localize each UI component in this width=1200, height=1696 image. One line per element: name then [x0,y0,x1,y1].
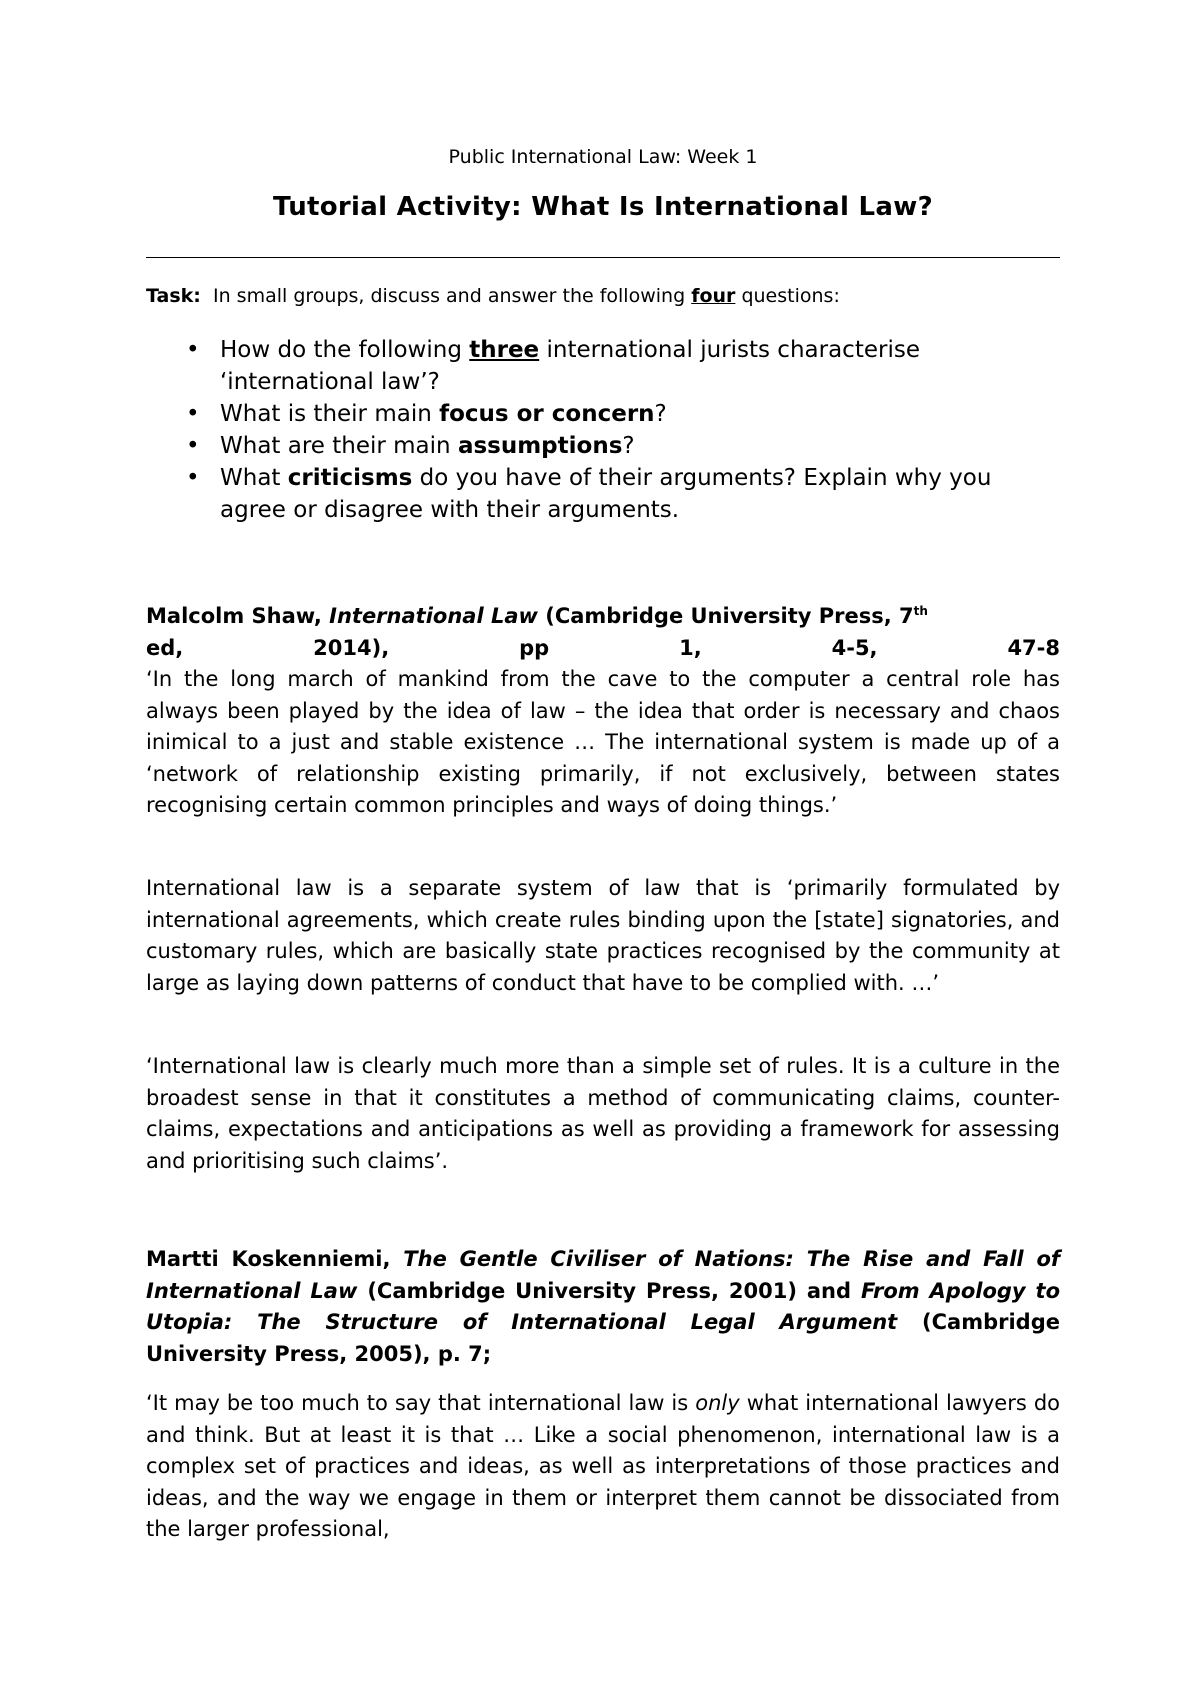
question-list [146,334,1060,526]
bullet-icon: • [186,433,200,459]
task-text-after: questions: [741,285,840,307]
list-item: • What are their main assumptions? [146,430,1060,462]
list-item: • What is their main focus or concern? [146,398,1060,430]
list-item: • What criticisms do you have of their arguments? Explain why you agree or disagree with their arguments. [146,462,1060,526]
list-item: • How do the following three international jurists characterise ‘international law’? [146,334,1060,398]
shaw-quote-3: ‘International law is clearly much more than a simple set of rules. It is a culture in the broadest sense in that it constitutes a method of communicating claims, counter-claims, expectations and anticipations as well as providing a framework for assessing and prioritising such claims’. [146,1054,1060,1173]
shaw-quote-1: ‘In the long march of mankind from the cave to the computer a central role has always been played by the idea of law – the idea that order is necessary and chaos inimical to a just and stable existence … The international system is made up of a ‘network of relationship existing primarily, if not exclusively, between states recognising certain common principles and ways of doing things.’ [146,667,1060,817]
koskenniemi-quote: ‘It may be too much to say that international law is only what international lawyers do and think. But at least it is that … Like a social phenomenon, international law is a complex set of practices and ideas, as well as interpretations of those practices and ideas, and the way we engage in them or interpret them cannot be dissociated from the larger professional, [146,1391,1060,1541]
bullet-icon: • [186,337,200,363]
task-emphasis: four [691,285,736,307]
task-label: Task: [146,285,201,307]
task-text-before: In small groups, discuss and answer the following [212,285,686,307]
bullet-icon: • [186,401,200,427]
shaw-citation: Malcolm Shaw, International Law (Cambridge University Press, 7th ed, 2014), pp 1, 4-5, 47-8 [146,604,1060,660]
course-header: Public International Law: Week 1 [448,146,758,168]
task-instruction [146,285,1060,307]
koskenniemi-citation: Martti Koskenniemi, The Gentle Civiliser of Nations: The Rise and Fall of International Law (Cambridge University Press, 2001) and From Apology to Utopia: The Structure of International Legal Argument (Cambridge University Press, 2005), p. 7; [146,1247,1061,1366]
page-title: Tutorial Activity: What Is International Law? [273,192,933,222]
title-divider [146,257,1060,258]
bullet-icon: • [186,465,200,491]
shaw-quote-2: International law is a separate system of law that is ‘primarily formulated by international agreements, which create rules binding upon the [state] signatories, and customary rules, which are basically state practices recognised by the community at large as laying down patterns of conduct that have to be complied with. …’ [146,876,1060,995]
